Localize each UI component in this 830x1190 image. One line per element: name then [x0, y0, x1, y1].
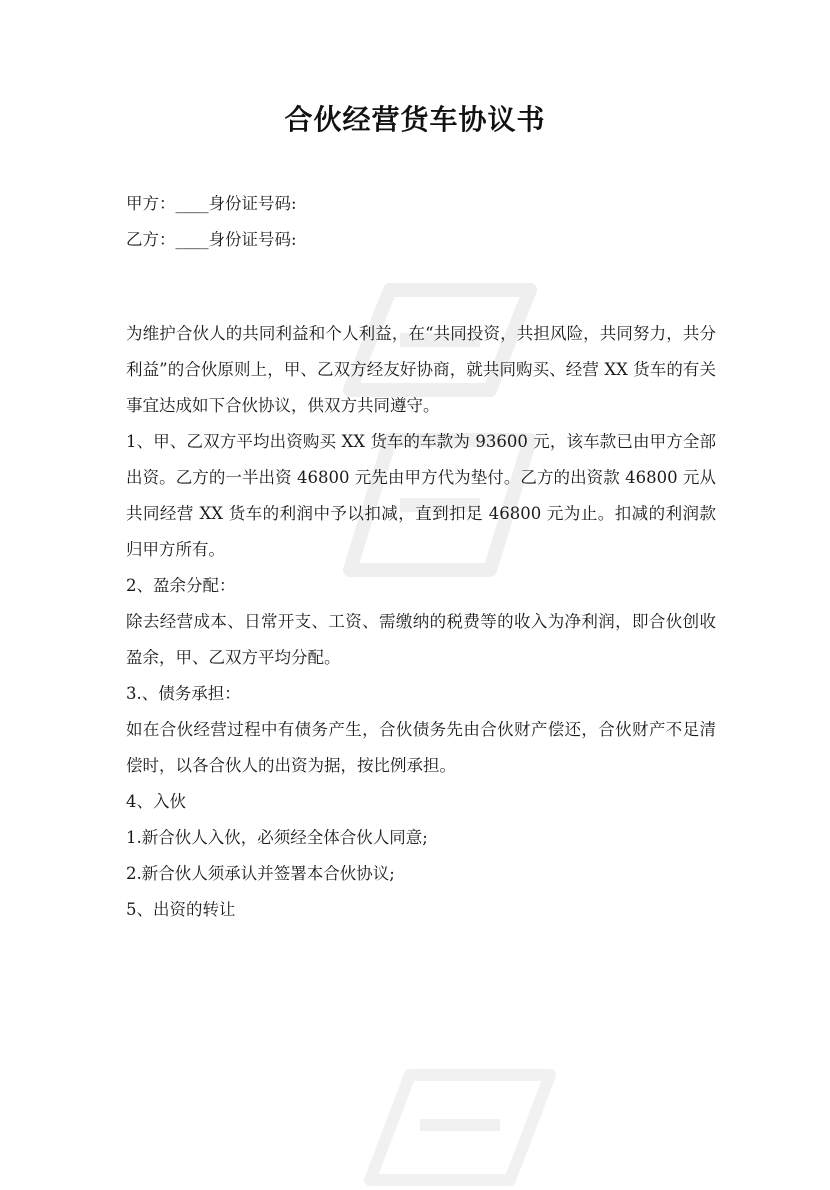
- document-title: 合伙经营货车协议书: [284, 103, 546, 136]
- document-body: [126, 186, 716, 928]
- party-a-line: 甲方：____身份证号码:: [126, 194, 297, 213]
- clause-4-item-2: 2.新合伙人须承认并签署本合伙协议;: [126, 864, 395, 883]
- clause-2-body: 除去经营成本、日常开支、工资、需缴纳的税费等的收入为净利润，即合伙创收盈余，甲、乙双方平均分配。: [126, 612, 716, 667]
- clause-3-heading: 3.、债务承担：: [126, 684, 241, 703]
- party-b-line: 乙方：____身份证号码:: [126, 230, 297, 249]
- clause-3-body: 如在合伙经营过程中有债务产生，合伙债务先由合伙财产偿还，合伙财产不足清偿时，以各合伙人的出资为据，按比例承担。: [126, 720, 716, 775]
- clause-1-paragraph: 1、甲、乙双方平均出资购买 XX 货车的车款为 93600 元，该车款已由甲方全部出资。乙方的一半出资 46800 元先由甲方代为垫付。乙方的出资款 46800 元从共同经营 XX 货车的利润中予以扣减，直到扣足 46800 元为止。扣减的利润款归甲方所有。: [126, 432, 716, 559]
- parties-section: [126, 186, 716, 258]
- clause-4-item-1: 1.新合伙人入伙，必须经全体合伙人同意;: [126, 828, 428, 847]
- watermark-graphic-bottom: [360, 1060, 560, 1190]
- clause-2-heading: 2、盈余分配：: [126, 576, 236, 595]
- preamble-paragraph: 为维护合伙人的共同利益和个人利益，在“共同投资，共担风险，共同努力，共分利益”的合伙原则上，甲、乙双方经友好协商，就共同购买、经营 XX 货车的有关事宜达成如下合伙协议，供双方共同遵守。: [126, 324, 716, 415]
- clause-5-heading: 5、出资的转让: [126, 900, 236, 919]
- clause-4-heading: 4、入伙: [126, 792, 186, 811]
